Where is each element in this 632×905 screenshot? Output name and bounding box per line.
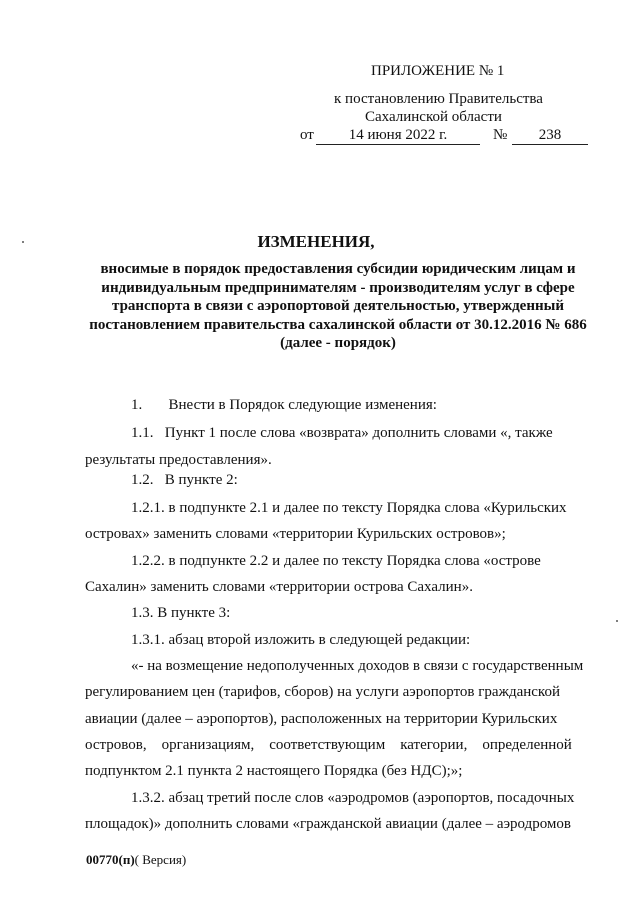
subtitle-line: (далее - порядок) <box>280 335 396 351</box>
scan-speck <box>616 620 618 622</box>
from-label: от <box>300 127 314 143</box>
paragraph-1-2-2-line: Сахалин» заменить словами «территории острова Сахалин». <box>85 579 473 595</box>
paragraph-1: 1. Внести в Порядок следующие изменения: <box>131 397 437 413</box>
subtitle-line: индивидуальным предпринимателям - производителям услуг в сфере <box>101 279 575 296</box>
paragraph-1-3-2-line: 1.3.2. абзац третий после слов «аэродромов (аэропортов, посадочных <box>131 790 575 806</box>
appendix-resolution-line: к постановлению Правительства <box>334 91 543 107</box>
quote-line: подпунктом 2.1 пункта 2 настоящего Порядка (без НДС);»; <box>85 763 463 779</box>
document-heading: ИЗМЕНЕНИЯ, <box>257 232 375 251</box>
paragraph-1-3-1: 1.3.1. абзац второй изложить в следующей редакции: <box>131 632 471 648</box>
number-label: № <box>493 127 508 143</box>
quote-line: островов, организациям, соответствующим категории, определенной <box>85 737 572 753</box>
document-code: 00770(п) <box>86 852 135 867</box>
subtitle-line: транспорта в связи с аэропортовой деятельностью, утвержденный <box>112 298 564 314</box>
resolution-number: 238 <box>512 126 588 145</box>
paragraph-1-2-1-line: 1.2.1. в подпункте 2.1 и далее по тексту Порядка слова «Курильских <box>131 500 567 516</box>
appendix-region-line: Сахалинской области <box>365 109 502 125</box>
paragraph-1-2: 1.2. В пункте 2: <box>131 472 238 488</box>
quote-line: регулированием цен (тарифов, сборов) на услуги аэропортов гражданской <box>85 684 560 700</box>
appendix-date-row <box>296 126 596 148</box>
subtitle-line: вносимые в порядок предоставления субсидии юридическим лицам и <box>100 261 576 277</box>
resolution-date: 14 июня 2022 г. <box>316 126 480 145</box>
paragraph-1-3-2-line: площадок)» дополнить словами «гражданской авиации (далее – аэродромов <box>85 816 571 832</box>
paragraph-1-2-2-line: 1.2.2. в подпункте 2.2 и далее по тексту Порядка слова «острове <box>131 553 541 569</box>
quote-line: «- на возмещение недополученных доходов в связи с государственным <box>131 658 584 674</box>
subtitle-line: постановлением правительства сахалинской области от 30.12.2016 № 686 <box>89 316 587 333</box>
document-subtitle <box>85 260 591 353</box>
paragraph-1-3: 1.3. В пункте 3: <box>131 605 231 621</box>
quote-line: авиации (далее – аэропортов), расположенных на территории Курильских <box>85 711 558 727</box>
version-label: ( Версия) <box>134 852 187 867</box>
appendix-title: ПРИЛОЖЕНИЕ № 1 <box>371 63 505 79</box>
paragraph-1-2-1-line: островах» заменить словами «территории Курильских островов»; <box>85 526 506 542</box>
paragraph-1-1-line: результаты предоставления». <box>85 452 272 468</box>
document-footer-code <box>86 852 186 868</box>
paragraph-1-1-line: 1.1. Пункт 1 после слова «возврата» дополнить словами «, также <box>131 425 553 441</box>
